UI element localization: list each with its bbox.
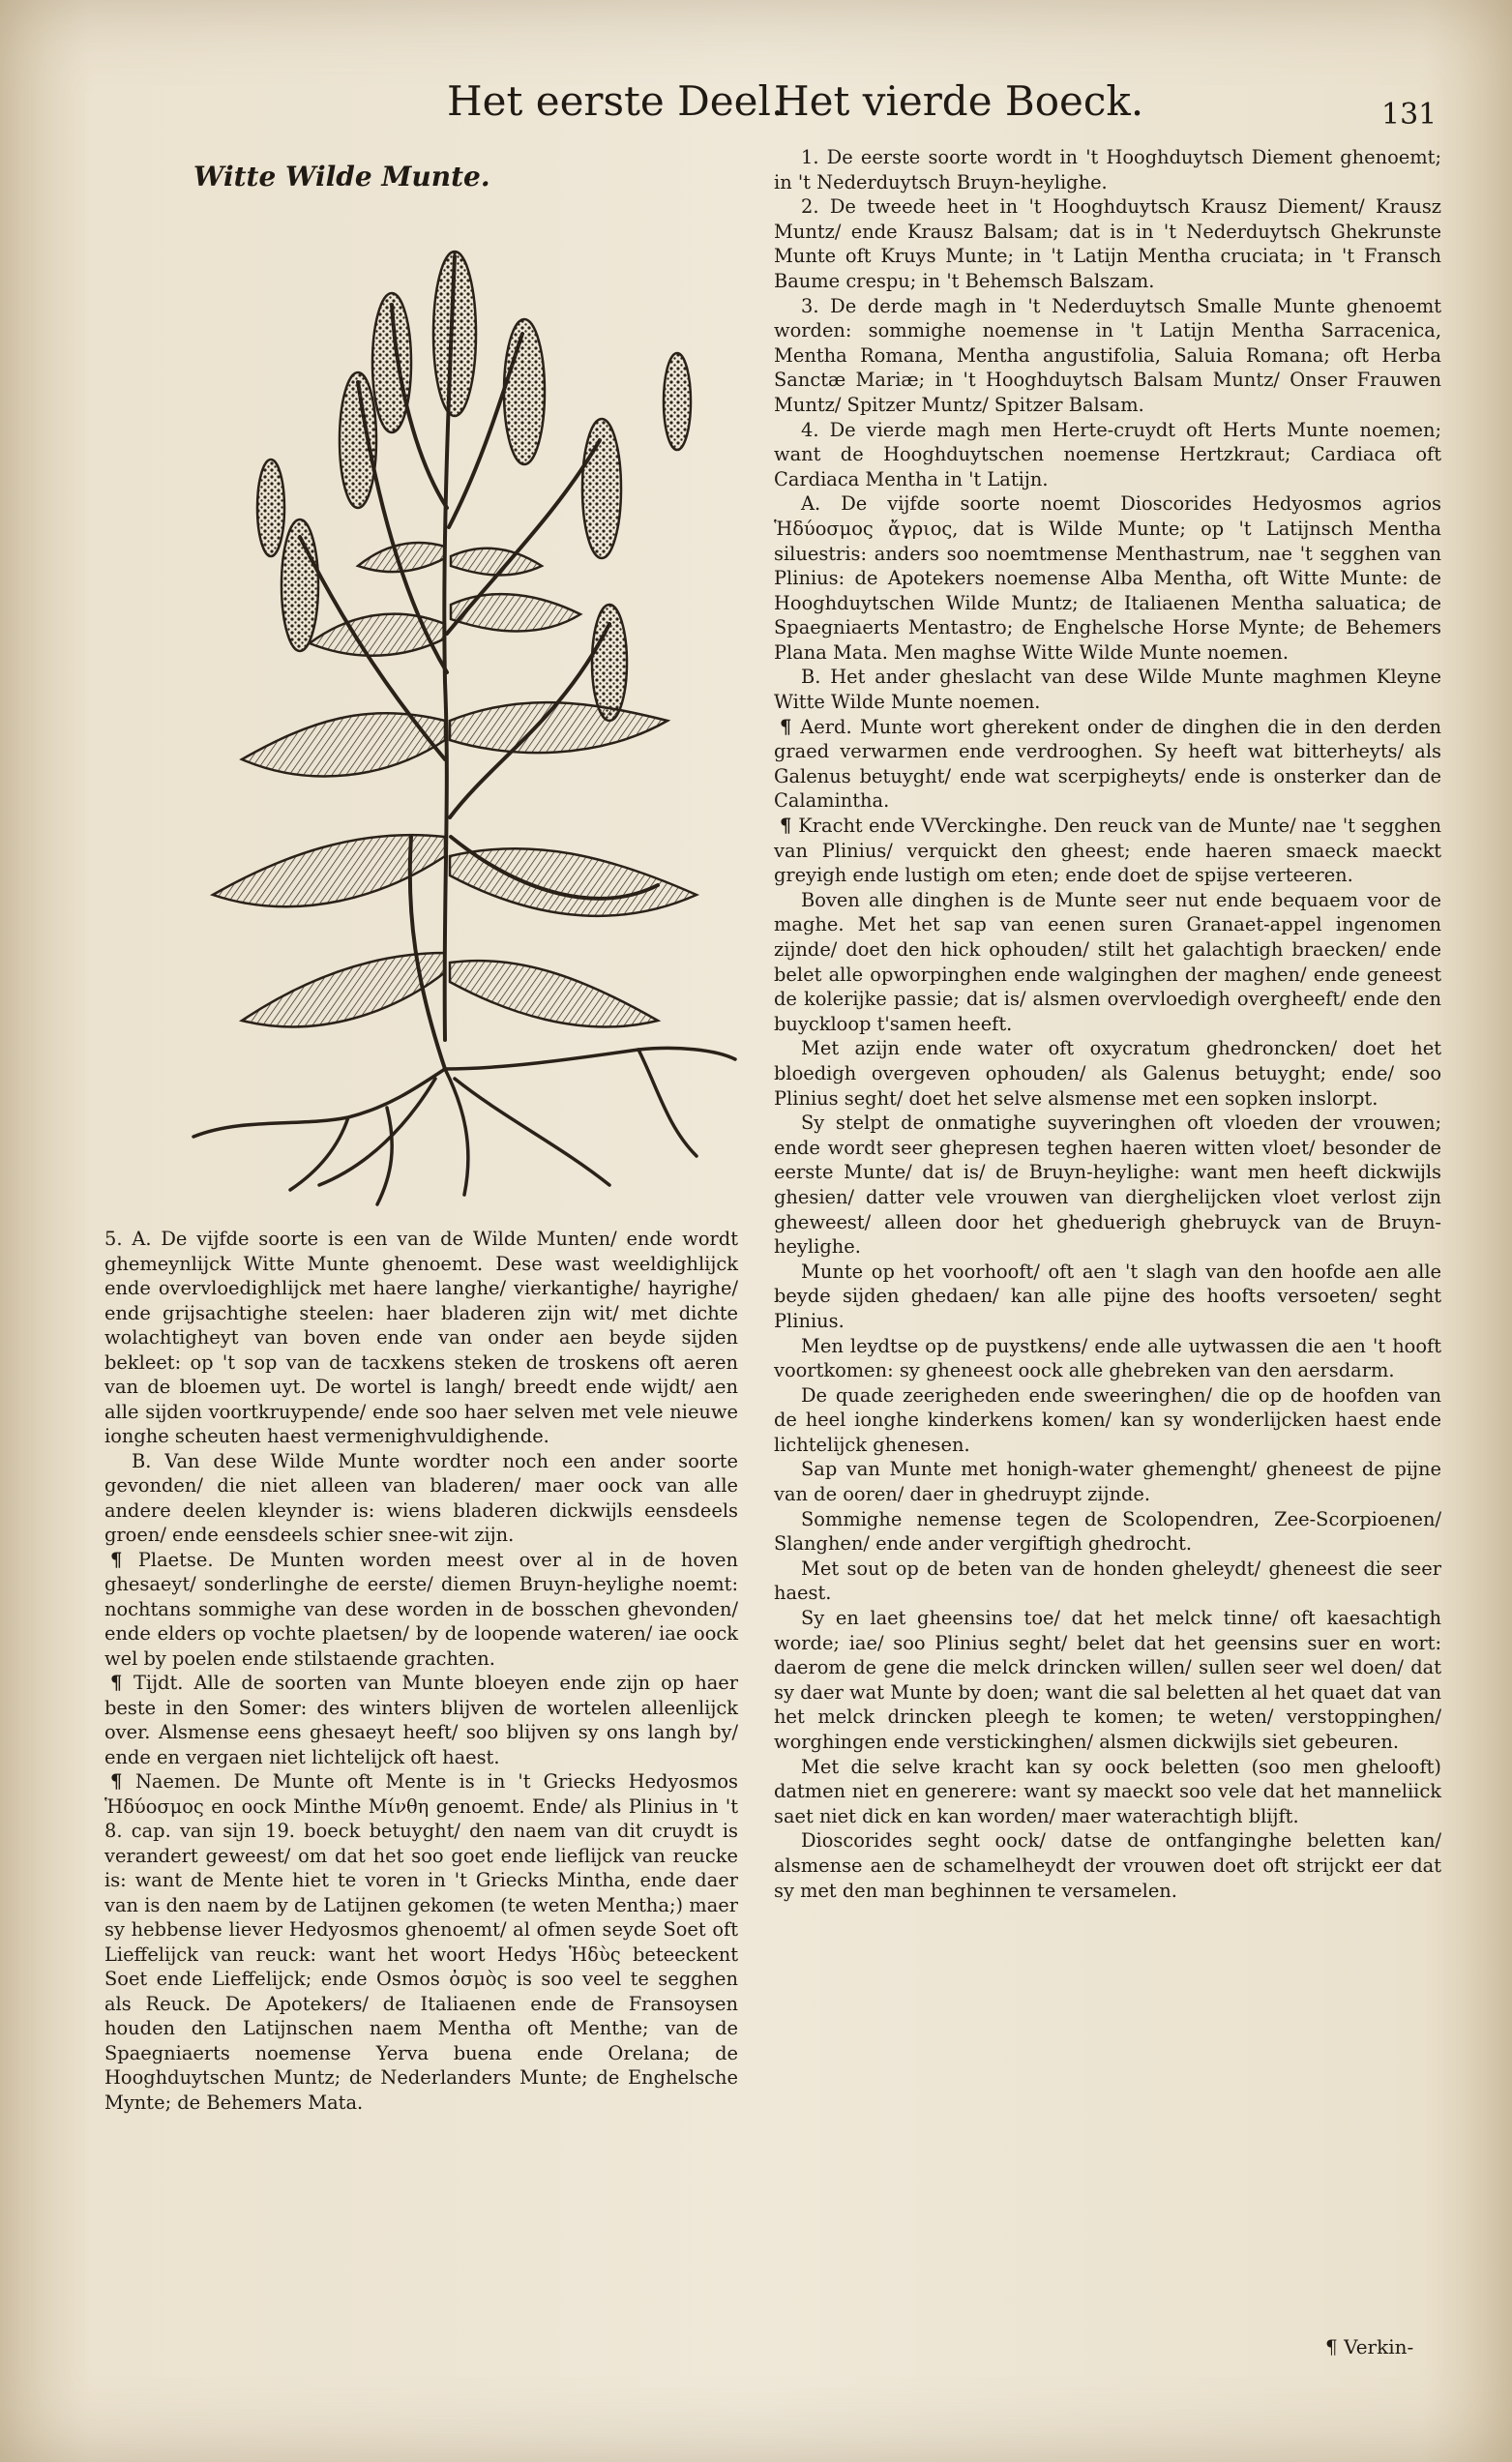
running-header-book: Het vierde Boeck. <box>774 77 1144 125</box>
paragraph: ¶ Tijdt. Alle de soorten van Munte bloeyen ende zijn op haer beste in den Somer: des winters blijven de wortelen alleenlijck over. Alsmense eens ghesaeyt heeft/ soo blijven sy ons langh by/ ende en vergaen niet lichtelijck oft haest. <box>104 1671 738 1769</box>
running-header-part: Het eerste Deel. <box>447 77 785 125</box>
left-text-column <box>104 1227 738 2115</box>
catchword: ¶ Verkin- <box>1325 2335 1414 2358</box>
paragraph: Men leydtse op de puystkens/ ende alle uytwassen die aen 't hooft voortkomen: sy gheneest oock alle ghebreken van den aersdarm. <box>774 1334 1441 1382</box>
paragraph: 1. De eerste soorte wordt in 't Hooghduytsch Diement ghenoemt; in 't Nederduytsch Bruyn-heylighe. <box>774 146 1441 193</box>
paragraph: Munte op het voorhooft/ oft aen 't slagh van den hoofde aen alle beyde sijden ghedaen/ kan alle pijne des hoofts versoeten/ seght Plinius. <box>774 1260 1441 1332</box>
figure-title: Witte Wilde Munte. <box>193 161 490 193</box>
paragraph: ¶ Plaetse. De Munten worden meest over al in de hoven ghesaeyt/ sonderlinghe de eerste/ diemen Bruyn-heylighe noemt: nochtans sommighe van dese worden in de bosschen ghevonden/ ende elders op vochte plaetsen/ by de loopende wateren/ iae oock wel by poelen ende stilstaende grachten. <box>104 1548 738 1672</box>
paragraph: Met sout op de beten van de honden gheleydt/ gheneest die seer haest. <box>774 1557 1441 1605</box>
paragraph: Sy stelpt de onmatighe suyveringhen oft vloeden der vrouwen; ende wordt seer ghepresen teghen haeren witten vloet/ besonder de eerste Munte/ dat is/ de Bruyn-heylighe: want men heeft dickwijls ghesien/ datter vele vrouwen van dierghelijcken vloet verlost zijn gheweest/ alleen door het gheduerigh ghebruyck van de Bruyn-heylighe. <box>774 1112 1441 1259</box>
paragraph: 3. De derde magh in 't Nederduytsch Smalle Munte ghenoemt worden: sommighe noemense in 't Latijn Mentha Sarracenica, Mentha Romana, Mentha angustifolia, Saluia Romana; oft Herba Sanctæ Mariæ; in 't Hooghduytsch Balsam Muntz/ Onser Frauwen Muntz/ Spitzer Muntz/ Spitzer Balsam. <box>774 294 1441 416</box>
paragraph: Boven alle dinghen is de Munte seer nut ende bequaem voor de maghe. Met het sap van eenen suren Granaet-appel ingenomen zijnde/ doet den hick ophouden/ stilt het galachtigh braecken/ ende belet alle opworpinghen ende walginghen der maghen/ ende geneest de kolerijke passie; dat is/ alsmen overvloedigh overgheeft/ ende den buyckloop t'samen heeft. <box>774 888 1441 1035</box>
paragraph: 5. A. De vijfde soorte is een van de Wilde Munten/ ende wordt ghemeynlijck Witte Munte ghenoemt. Dese wast weeldighlijck ende overvloedighlijck met haere langhe/ vierkantighe/ hayrighe/ ende grijsachtighe steelen: haer bladeren zijn wit/ met dichte wolachtigheyt van boven ende van onder aen beyde sijden bekleet: op 't sop van de tacxkens steken de troskens oft aeren van de bloemen uyt. De wortel is langh/ breedt ende wijdt/ aen alle sijden voortkruypende/ ende soo haer selven met vele nieuwe ionghe scheuten haest vermenighvuldighende. <box>104 1228 738 1447</box>
paragraph: B. Het ander gheslacht van dese Wilde Munte maghmen Kleyne Witte Wilde Munte noemen. <box>774 666 1441 714</box>
paragraph: ¶ Aerd. Munte wort gherekent onder de dinghen die in den derden graed verwarmen ende verdrooghen. Sy heeft wat bitterheyts/ als Galenus betuyght/ ende wat scerpigheyts/ ende is onsterker dan de Calamintha. <box>774 715 1441 814</box>
paragraph: Sy en laet gheensins toe/ dat het melck tinne/ oft kaesachtigh worde; iae/ soo Plinius seght/ belet dat het geensins suer en wort: daerom de gene die melck drincken willen/ sullen seer wel doen/ dat sy daer wat Munte by doen; want die sal beletten al het quaet dat van het melck drincken pleegh te komen; te weten/ verstoppinghen/ worghingen ende verstickinghen/ alsmen dickwijls siet gebeuren. <box>774 1607 1441 1753</box>
paragraph: Dioscorides seght oock/ datse de ontfanginghe beletten kan/ alsmense aen de schamelheydt der vrouwen doet oft strijckt eer dat sy met den man beghinnen te versamelen. <box>774 1829 1441 1902</box>
woodcut-illustration-wild-mint <box>155 218 745 1214</box>
paragraph: Sap van Munte met honigh-water ghemenght/ gheneest de pijne van de ooren/ daer in ghedruypt zijnde. <box>774 1458 1441 1506</box>
paragraph: Sommighe nemense tegen de Scolopendren, Zee-Scorpioenen/ Slanghen/ ende ander vergiftigh ghedrocht. <box>774 1507 1441 1556</box>
section-mark-icon: ¶ <box>1325 2335 1345 2358</box>
page-number: 131 <box>1381 98 1438 132</box>
paragraph: ¶ Naemen. De Munte oft Mente is in 't Griecks Hedyosmos Ἡδύοσμος en oock Minthe Μίνθη genoemt. Ende/ als Plinius in 't 8. cap. van sijn 19. boeck betuyght/ den naem van dit cruydt is verandert geweest/ om dat het soo goet ende lieflijck van reucke is: want de Mente hiet te voren in 't Griecks Mintha, ende daer van is den naem by de Latijnen gekomen (te weten Mentha;) maer sy hebbense liever Hedyosmos ghenoemt/ al ofmen seyde Soet oft Lieffelijck van reuck: want het woort Hedys Ἡδὺς beteeckent Soet ende Lieffelijck; ende Osmos ὀσμὸς is soo veel te segghen als Reuck. De Apotekers/ de Italiaenen ende de Fransoysen houden den Latijnschen naem Mentha oft Menthe; van de Spaegniaerts noemense Yerva buena ende Orelana; de Hooghduytschen Muntz; de Nederlanders Munte; de Enghelsche Mynte; de Behemers Mata. <box>104 1769 738 2115</box>
paragraph: B. Van dese Wilde Munte wordter noch een ander soorte gevonden/ die niet alleen van bladeren/ maer oock van alle andere deelen kleynder is: wiens bladeren dickwijls eensdeels groen/ ende eensdeels schier snee-wit zijn. <box>104 1449 738 1546</box>
paragraph: De quade zeerigheden ende sweeringhen/ die op de hoofden van de heel ionghe kinderkens komen/ kan sy wonderlijcken haest ende lichtelijck ghenesen. <box>774 1383 1441 1456</box>
paragraph: Met die selve kracht kan sy oock beletten (soo men ghelooft) datmen niet en generere: want sy maeckt soo vele dat het manneliick saet niet dick en kan worden/ maer waterachtigh blijft. <box>774 1755 1441 1827</box>
paragraph: 4. De vierde magh men Herte-cruydt oft Herts Munte noemen; want de Hooghduytschen noemense Hertzkraut; Cardiaca oft Cardiaca Mentha in 't Latijn. <box>774 418 1441 490</box>
paragraph: A. De vijfde soorte noemt Dioscorides Hedyosmos agrios Ἡδύοσμος ἄγριος, dat is Wilde Munte; op 't Latijnsch Mentha siluestris: anders soo noemtmense Menthastrum, nae 't segghen van Plinius: de Apotekers noemense Alba Mentha, oft Witte Munte: de Hooghduytschen Wilde Muntz; de Italiaenen Mentha saluatica; de Spaegniaerts Mentastro; de Enghelsche Horse Mynte; de Behemers Plana Mata. Men maghse Witte Wilde Munte noemen. <box>774 492 1441 664</box>
right-text-column <box>774 145 1441 1903</box>
paragraph: 2. De tweede heet in 't Hooghduytsch Krausz Diement/ Krausz Muntz/ ende Krausz Balsam; dat is in 't Nederduytsch Ghekrunste Munte oft Kruys Munte; in 't Latijn Mentha cruciata; in 't Fransch Baume crespu; in 't Behemsch Balszam. <box>774 195 1441 292</box>
paragraph: Met azijn ende water oft oxycratum ghedroncken/ doet het bloedigh overgeven ophouden/ als Galenus betuyght; ende/ soo Plinius seght/ doet het selve alsmense met een sopken inslorpt. <box>774 1037 1441 1110</box>
paragraph: ¶ Kracht ende VVerckinghe. Den reuck van de Munte/ nae 't segghen van Plinius/ verquickt den gheest; ende haeren smaeck maeckt greyigh ende lustigh om eten; ende doet de spijse verteeren. <box>774 814 1441 888</box>
